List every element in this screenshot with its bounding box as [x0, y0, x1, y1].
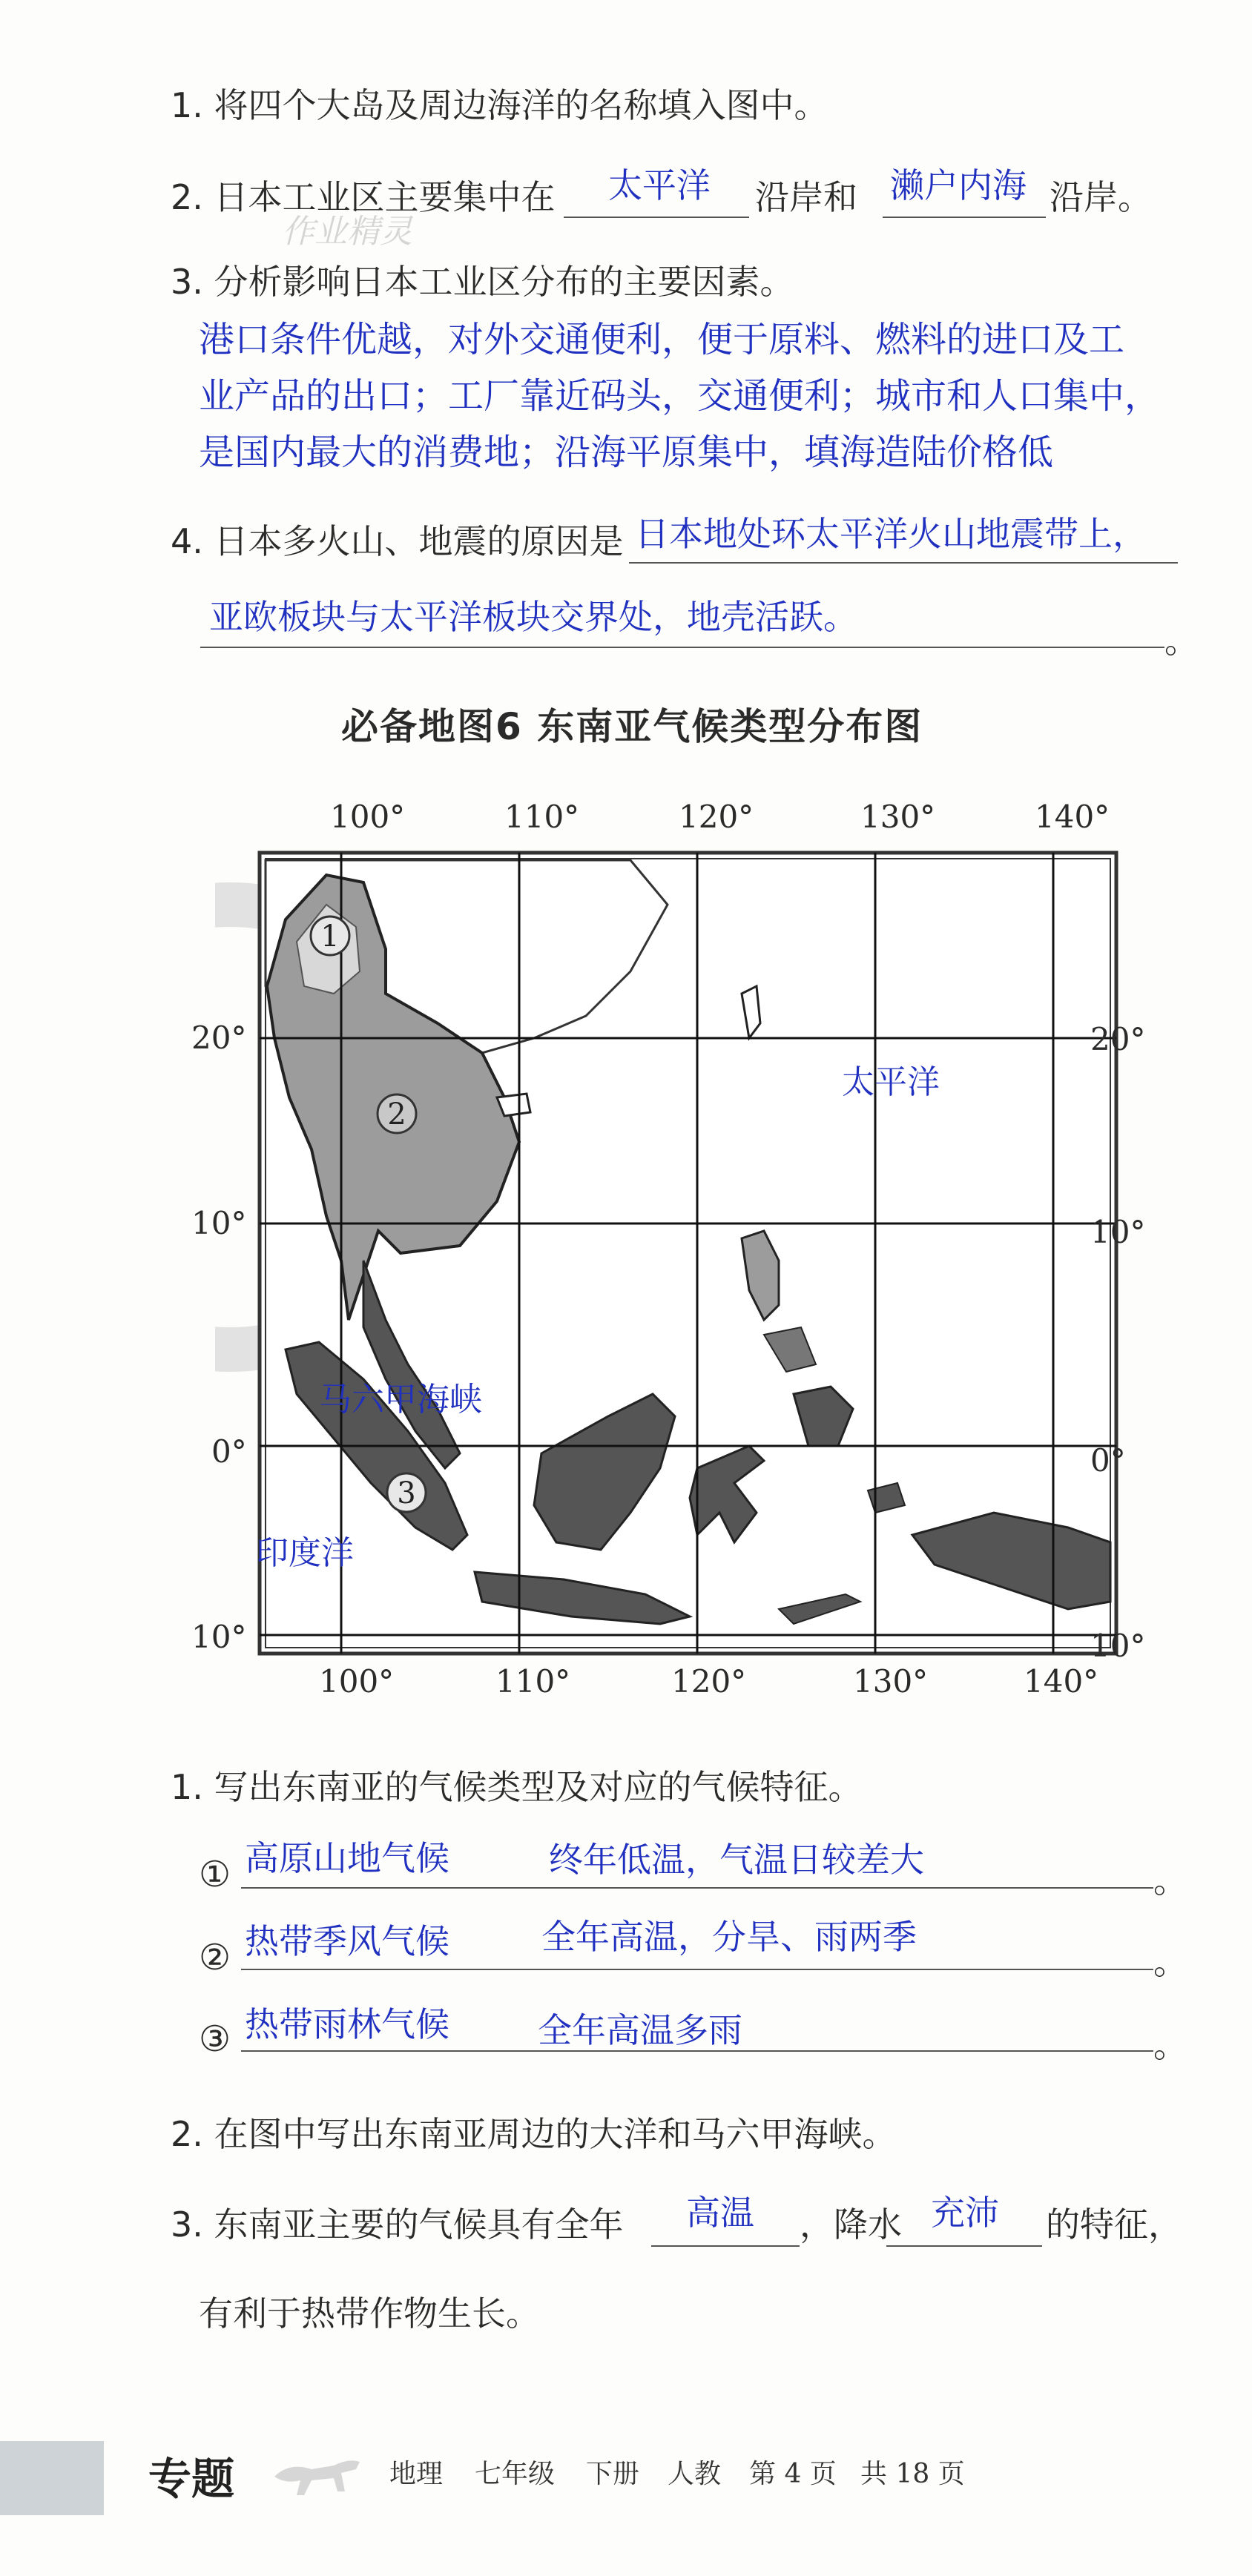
row2-climate-type: 热带季风气候 — [245, 1921, 449, 1961]
answer-pacific: 太平洋 — [608, 165, 711, 205]
lon-label-110-bottom: 110° — [495, 1663, 571, 1700]
footer-total: 共 18 页 — [860, 2459, 965, 2489]
row2-period: 。 — [1153, 1942, 1187, 1982]
footer-bar — [0, 2441, 104, 2515]
answer-4-line1: 日本地处环太平洋火山地震带上， — [635, 514, 1147, 554]
lon-label-100-bottom: 100° — [319, 1663, 395, 1700]
watermark: 作业精灵 — [282, 213, 412, 251]
question-1: 1. 将四个大岛及周边海洋的名称填入图中。 — [171, 85, 828, 125]
lat-label-20-left: 20° — [191, 1020, 247, 1056]
row1-feature-blank[interactable] — [530, 1887, 1153, 1889]
answer-blank-1[interactable] — [564, 217, 749, 218]
lon-label-110-top: 110° — [504, 799, 580, 835]
row1-period: 。 — [1153, 1860, 1187, 1900]
row3-feature-blank[interactable] — [530, 2050, 1153, 2052]
row2-feature-blank[interactable] — [530, 1969, 1153, 1970]
lon-label-140-top: 140° — [1035, 799, 1110, 835]
hainan — [497, 1094, 530, 1116]
row2-number: ② — [199, 1937, 231, 1978]
answer-seto-inland-sea: 濑户内海 — [890, 165, 1027, 205]
s2-question-3-suffix: 的特征， — [1046, 2205, 1182, 2245]
svg-text:1: 1 — [320, 919, 340, 954]
lat-label-0-left: 0° — [211, 1433, 247, 1470]
marker-2 — [378, 1094, 416, 1133]
row3-feature: 全年高温多雨 — [538, 2010, 742, 2050]
lon-label-140-bottom: 140° — [1024, 1663, 1099, 1700]
svg-text:3: 3 — [397, 1476, 416, 1510]
answer-blank-2[interactable] — [883, 217, 1046, 218]
lon-label-130-bottom: 130° — [853, 1663, 929, 1700]
footer-volume: 下册 — [586, 2459, 640, 2489]
lat-label-0-right: 0° — [1090, 1442, 1126, 1479]
question-2-prefix: 2. 日本工业区主要集中在 — [171, 177, 556, 217]
footer-page: 第 4 页 — [749, 2459, 837, 2489]
answer-abundant: 充沛 — [931, 2193, 999, 2233]
row3-type-blank[interactable] — [241, 2050, 530, 2052]
label-indian-ocean: 印度洋 — [256, 1534, 354, 1572]
answer-4-line2: 亚欧板块与太平洋板块交界处，地壳活跃。 — [209, 597, 857, 637]
marker-1 — [311, 917, 349, 955]
row3-period: 。 — [1153, 2025, 1187, 2065]
answer-3-line1: 港口条件优越，对外交通便利，便于原料、燃料的进口及工 — [199, 319, 1125, 360]
lat-label-10-left: 10° — [191, 1205, 247, 1241]
row2-feature: 全年高温，分旱、雨两季 — [541, 1917, 917, 1957]
label-pacific-ocean: 太平洋 — [842, 1063, 940, 1101]
footer-grade: 七年级 — [475, 2459, 556, 2489]
lat-label-10-right: 10° — [1090, 1214, 1146, 1250]
s2-question-1: 1. 写出东南亚的气候类型及对应的气候特征。 — [171, 1767, 863, 1807]
lat-label-s10-right: 10° — [1090, 1628, 1146, 1664]
row3-number: ③ — [199, 2018, 231, 2060]
question-3: 3. 分析影响日本工业区分布的主要因素。 — [171, 262, 794, 302]
question-2-mid: 沿岸和 — [755, 177, 857, 217]
map-title: 必备地图6 东南亚气候类型分布图 — [341, 705, 923, 748]
row1-type-blank[interactable] — [241, 1887, 530, 1889]
marker-3 — [387, 1473, 426, 1512]
answer-high-temp: 高温 — [686, 2193, 754, 2233]
row1-feature: 终年低温，气温日较差大 — [549, 1840, 924, 1880]
row3-climate-type: 热带雨林气候 — [245, 2004, 449, 2044]
answer-blank-4b[interactable] — [200, 647, 1164, 648]
answer-3-line3: 是国内最大的消费地；沿海平原集中，填海造陆价格低 — [199, 432, 1054, 473]
row2-type-blank[interactable] — [241, 1969, 530, 1970]
s2-question-3-mid: ，降水 — [800, 2205, 902, 2245]
label-malacca-strait: 马六甲海峡 — [319, 1381, 482, 1419]
footer-topic: 专题 — [148, 2454, 235, 2504]
s2-question-3-line2: 有利于热带作物生长。 — [199, 2293, 540, 2334]
horse-icon — [267, 2447, 371, 2506]
lon-label-100-top: 100° — [330, 799, 406, 835]
footer-subject: 地理 — [389, 2459, 444, 2489]
svg-text:2: 2 — [387, 1097, 406, 1132]
answer-3-line2: 业产品的出口；工厂靠近码头，交通便利；城市和人口集中， — [199, 375, 1161, 417]
period-mark: 。 — [1164, 621, 1199, 661]
row1-climate-type: 高原山地气候 — [245, 1838, 449, 1878]
climate-map — [215, 801, 1150, 1757]
question-4-prefix: 4. 日本多火山、地震的原因是 — [171, 521, 624, 561]
lat-label-s10-left: 10° — [191, 1619, 247, 1655]
lon-label-120-top: 120° — [679, 799, 754, 835]
answer-blank-4a[interactable] — [629, 562, 1178, 564]
s2-blank-temperature[interactable] — [651, 2245, 800, 2247]
footer-edition: 人教 — [668, 2459, 722, 2489]
lon-label-130-top: 130° — [860, 799, 936, 835]
question-2-suffix: 沿岸。 — [1050, 177, 1152, 217]
s2-question-2: 2. 在图中写出东南亚周边的大洋和马六甲海峡。 — [171, 2114, 897, 2154]
s2-question-3-prefix: 3. 东南亚主要的气候具有全年 — [171, 2205, 624, 2245]
s2-blank-rainfall[interactable] — [886, 2245, 1042, 2247]
row1-number: ① — [199, 1854, 231, 1895]
lat-label-20-right: 20° — [1090, 1021, 1146, 1057]
lon-label-120-bottom: 120° — [671, 1663, 747, 1700]
